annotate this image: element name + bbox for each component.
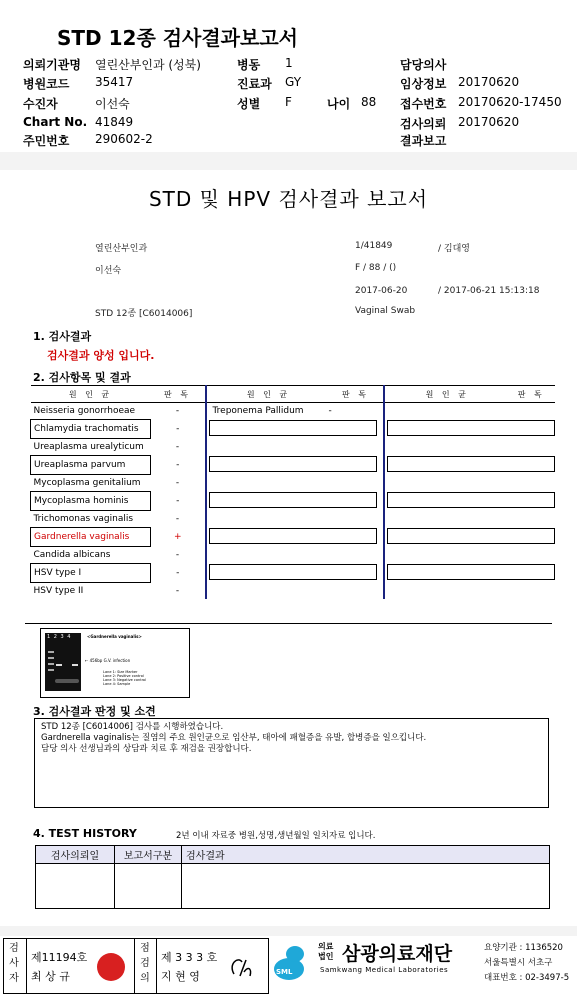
col-result-2: 판 독 bbox=[329, 386, 384, 403]
section3-title: 3. 검사결과 판정 및 소견 bbox=[33, 705, 156, 718]
age-label: 나이 bbox=[327, 97, 351, 111]
organism-result: - bbox=[175, 514, 180, 524]
table-row bbox=[31, 456, 555, 475]
organism-name: Mycoplasma hominis bbox=[31, 492, 151, 511]
footer bbox=[0, 936, 577, 1002]
request-date-value: 20170620 bbox=[458, 115, 520, 129]
organism-result: - bbox=[175, 478, 180, 488]
sml-logo-text: SML bbox=[276, 968, 293, 976]
org-name: 삼광의료재단 bbox=[342, 943, 453, 965]
clinical-info-value: 20170620 bbox=[458, 75, 520, 89]
report-label: 결과보고 bbox=[400, 134, 447, 148]
patient-value: 이선숙 bbox=[95, 97, 130, 111]
table-row bbox=[31, 583, 555, 600]
tester-name: 최 상 규 bbox=[31, 970, 70, 983]
col-result-1: 판 독 bbox=[151, 386, 206, 403]
organism-result: - bbox=[176, 496, 180, 506]
empty-result-box bbox=[387, 420, 555, 436]
table-row bbox=[31, 439, 555, 456]
org-address: 서울특별시 서초구 bbox=[484, 958, 553, 968]
history-table bbox=[35, 845, 550, 909]
report-specimen: Vaginal Swab bbox=[355, 306, 416, 316]
org-english-name: Samkwang Medical Laboratories bbox=[320, 966, 449, 974]
report-sex-age: F / 88 / () bbox=[355, 263, 397, 273]
hospital-code-value: 35417 bbox=[95, 75, 134, 89]
signature-box bbox=[3, 938, 269, 994]
institution-label: 의뢰기관명 bbox=[23, 58, 81, 72]
gel-lane-numbers: 1 2 3 4 bbox=[47, 634, 72, 640]
department-label: 진료과 bbox=[237, 77, 272, 91]
opinion-line: 담당 의사 선생님과의 상담과 치료 후 재검을 권장합니다. bbox=[41, 744, 252, 754]
empty-result-box bbox=[387, 564, 555, 580]
organism-result: - bbox=[175, 442, 180, 452]
receipt-no-value: 20170620-17450 bbox=[458, 95, 562, 109]
chart-no-value: 41849 bbox=[95, 115, 134, 129]
age-value: 88 bbox=[361, 95, 377, 109]
section1-title: 1. 검사결과 bbox=[33, 330, 92, 343]
organism-name: Ureaplasma parvum bbox=[31, 456, 151, 475]
empty-result-box bbox=[209, 420, 377, 436]
table-row bbox=[31, 528, 555, 547]
organism-name-positive: Gardnerella vaginalis bbox=[31, 528, 151, 547]
col-organism-1: 원 인 균 bbox=[31, 386, 151, 403]
footer-band bbox=[0, 926, 577, 936]
col-organism-3: 원 인 균 bbox=[387, 386, 508, 403]
organism-name: Chlamydia trachomatis bbox=[31, 420, 151, 439]
organism-result: - bbox=[176, 568, 180, 578]
organism-result: - bbox=[176, 460, 180, 470]
checker-label: 점검의 bbox=[140, 943, 150, 984]
gel-electrophoresis-image bbox=[40, 628, 190, 698]
organism-name: Candida albicans bbox=[33, 550, 111, 560]
organism-name: Trichomonas vaginalis bbox=[33, 514, 134, 524]
report-patient: 이선숙 bbox=[95, 266, 122, 276]
sex-value: F bbox=[285, 95, 292, 109]
result-summary: 검사결과 양성 입니다. bbox=[47, 349, 155, 362]
sml-logo-icon bbox=[272, 944, 316, 984]
gel-photo bbox=[45, 633, 81, 691]
empty-result-box bbox=[209, 492, 377, 508]
organism-name: HSV type II bbox=[33, 586, 84, 596]
organism-result: - bbox=[175, 406, 180, 417]
tester-seal-icon bbox=[97, 953, 125, 981]
report-date-received: 2017-06-20 bbox=[355, 286, 408, 296]
history-header-row bbox=[36, 846, 550, 864]
organism-name: Neisseria gonorrhoeae bbox=[33, 406, 136, 416]
history-col-result: 검사결과 bbox=[182, 846, 550, 864]
section2-title: 2. 검사항목 및 결과 bbox=[33, 371, 131, 384]
empty-result-box bbox=[209, 456, 377, 472]
organism-result: - bbox=[176, 424, 180, 434]
empty-result-box bbox=[209, 564, 377, 580]
organism-result: - bbox=[175, 585, 180, 596]
org-prefix: 의료 법인 bbox=[318, 942, 334, 961]
results-header-row bbox=[31, 386, 555, 403]
report-patient-no: 1/41849 bbox=[355, 241, 393, 251]
results-table bbox=[30, 385, 555, 599]
table-row bbox=[31, 420, 555, 439]
opinion-line: Gardnerella vaginalis는 질염의 주요 원인균으로 임산부, 태아에 패혈증을 유발, 합병증을 일으킵니다. bbox=[41, 733, 427, 743]
clinical-info-label: 임상정보 bbox=[400, 77, 447, 91]
section4-title: 4. TEST HISTORY bbox=[33, 827, 137, 840]
table-row bbox=[31, 547, 555, 564]
ward-value: 1 bbox=[285, 56, 293, 70]
organism-result: - bbox=[175, 550, 180, 560]
institution-value: 열린산부인과 (성북) bbox=[95, 58, 201, 72]
gel-legend: Lane 1: Size Marker Lane 2: Positive control Lane 3: Negative control Lane 4: Sample bbox=[103, 670, 147, 686]
sex-label: 성별 bbox=[237, 97, 261, 111]
checker-name: 지 현 영 bbox=[161, 970, 200, 983]
table-row bbox=[31, 475, 555, 492]
org-phone: 대표번호 : 02-3497-5 bbox=[484, 973, 570, 983]
opinion-line: STD 12종 [C6014006] 검사를 시행하였습니다. bbox=[41, 722, 224, 732]
checker-signature-icon bbox=[226, 954, 256, 980]
org-code: 요양기관 : 1136520 bbox=[484, 943, 563, 953]
department-value: GY bbox=[285, 75, 302, 89]
resident-no-label: 주민번호 bbox=[23, 134, 70, 148]
report-doctor: / 김대영 bbox=[438, 244, 470, 254]
history-col-date: 검사의뢰일 bbox=[36, 846, 115, 864]
report-title: STD 및 HPV 검사결과 보고서 bbox=[148, 187, 429, 211]
empty-result-box bbox=[209, 528, 377, 544]
organism-result: - bbox=[328, 406, 332, 417]
history-col-type: 보고서구분 bbox=[115, 846, 182, 864]
history-note: 2년 이내 자료중 병원,성명,생년월일 일치자료 입니다. bbox=[176, 831, 376, 841]
table-row bbox=[31, 492, 555, 511]
table-row bbox=[31, 511, 555, 528]
doctor-label: 담당의사 bbox=[400, 58, 447, 72]
report-hospital: 열린산부인과 bbox=[95, 244, 148, 254]
ward-label: 병동 bbox=[237, 58, 261, 72]
tester-license: 제11194호 bbox=[31, 951, 88, 964]
tester-label: 검사자 bbox=[9, 943, 19, 984]
table-row bbox=[31, 403, 555, 420]
chart-no-label: Chart No. bbox=[23, 115, 88, 129]
report-test-code: STD 12종 [C6014006] bbox=[95, 309, 193, 319]
resident-no-value: 290602-2 bbox=[95, 132, 153, 146]
gel-divider bbox=[25, 623, 552, 624]
gel-title: <Gardnerella vaginalis> bbox=[87, 634, 142, 639]
organism-result-positive: + bbox=[173, 532, 182, 542]
opinion-box bbox=[34, 718, 549, 808]
organism-name: Ureaplasma urealyticum bbox=[33, 442, 144, 452]
request-date-label: 검사의뢰 bbox=[400, 117, 447, 131]
empty-result-box bbox=[387, 456, 555, 472]
history-empty-row bbox=[36, 864, 550, 909]
separator-band bbox=[0, 152, 577, 170]
col-result-3: 판 독 bbox=[508, 386, 555, 403]
organism-name: Mycoplasma genitalium bbox=[33, 478, 141, 488]
col-organism-2: 원 인 균 bbox=[209, 386, 329, 403]
hospital-code-label: 병원코드 bbox=[23, 77, 70, 91]
empty-result-box bbox=[387, 528, 555, 544]
header-title: STD 12종 검사결과보고서 bbox=[57, 26, 298, 50]
checker-license: 제 3 3 3 호 bbox=[161, 951, 218, 964]
organism-name: HSV type I bbox=[31, 564, 151, 583]
empty-result-box bbox=[387, 492, 555, 508]
receipt-no-label: 접수번호 bbox=[400, 97, 447, 111]
patient-label: 수진자 bbox=[23, 97, 58, 111]
gel-band-label: ← 456bp G.V. infection bbox=[85, 658, 131, 663]
table-row bbox=[31, 564, 555, 583]
organism-name: Treponema Pallidum bbox=[212, 406, 304, 417]
report-date-reported: / 2017-06-21 15:13:18 bbox=[438, 286, 540, 296]
